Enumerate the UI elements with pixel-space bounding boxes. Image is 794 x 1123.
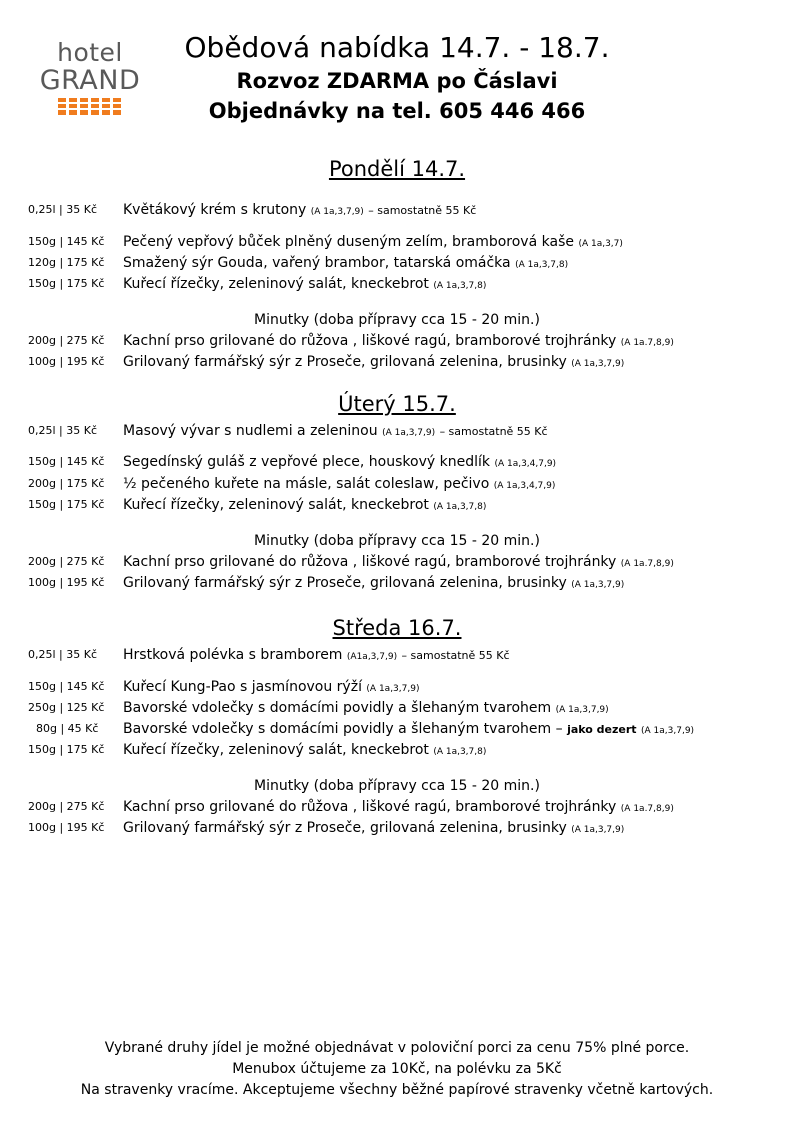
allergens: (A 1a,3,7,9): [310, 207, 364, 217]
day-heading: [0, 614, 794, 642]
day-title: Pondělí 14.7.: [328, 157, 466, 181]
item-dish: [123, 331, 674, 353]
item-dish: [123, 818, 624, 840]
item-dish: [123, 232, 623, 254]
item-name: Kachní prso grilované do růžova , liškové ragú, bramborové trojhránky: [123, 799, 617, 815]
soup-row: [0, 200, 794, 220]
logo-hotel-text: hotel: [57, 38, 123, 67]
soup-name: Květákový krém s krutony: [123, 202, 307, 218]
allergens: (A 1a,3,7,9): [571, 825, 625, 835]
menu-item: [0, 698, 794, 718]
item-name: Kuřecí řízečky, zeleninový salát, kneckebrot: [123, 497, 429, 513]
item-dish: [123, 740, 486, 762]
allergens: (A 1a,3,4,7,9): [494, 459, 557, 469]
allergens: (A1a,3,7,9): [346, 652, 398, 662]
item-price: 100g | 195 Kč: [28, 821, 105, 834]
item-price: 200g | 275 Kč: [28, 800, 105, 813]
menu-item: [0, 677, 794, 697]
allergens: (A 1a,3,7,8): [433, 747, 487, 757]
item-name: Kuřecí řízečky, zeleninový salát, kneckebrot: [123, 742, 429, 758]
item-price: 200g | 275 Kč: [28, 555, 105, 568]
menu-item: [0, 719, 794, 739]
footer-notes: [0, 1038, 794, 1101]
menu-item: [0, 474, 794, 494]
minutky-label: Minutky (doba přípravy cca 15 - 20 min.): [254, 312, 540, 328]
item-dish: [123, 474, 555, 496]
allergens: (A 1a,3,7,9): [571, 359, 625, 369]
day-title: Středa 16.7.: [332, 616, 462, 640]
day-heading: [0, 390, 794, 418]
menubox-note: Menubox účtujeme za 10Kč, na polévku za 5Kč: [232, 1061, 562, 1077]
allergens: (A 1a,3,7,9): [571, 580, 625, 590]
item-dish: [123, 677, 419, 699]
item-price: 200g | 175 Kč: [28, 477, 105, 490]
menu-item: [0, 740, 794, 760]
item-price: 100g | 195 Kč: [28, 576, 105, 589]
menu-item: [0, 253, 794, 273]
allergens: (A 1a,3,7,9): [641, 726, 695, 736]
soup-name: Masový vývar s nudlemi a zeleninou: [123, 423, 378, 439]
item-price: 150g | 175 Kč: [28, 277, 105, 290]
soup-price: 0,25l | 35 Kč: [28, 424, 98, 437]
order-phone: Objednávky na tel. 605 446 466: [208, 99, 586, 123]
item-price: 100g | 195 Kč: [28, 355, 105, 368]
soup-row: [0, 421, 794, 441]
item-dish: [123, 274, 486, 296]
item-name: Segedínský guláš z vepřové plece, houskový knedlík: [123, 454, 490, 470]
item-price: 120g | 175 Kč: [28, 256, 105, 269]
allergens: (A 1a,3,7,8): [515, 260, 569, 270]
soup-price: 0,25l | 35 Kč: [28, 648, 98, 661]
soup-dish: [123, 421, 548, 443]
allergens: (A 1a,3,7,9): [555, 705, 609, 715]
allergens: (A 1a,3,7,8): [433, 502, 487, 512]
menu-item: [0, 452, 794, 472]
item-name: ½ pečeného kuřete na másle, salát coleslaw, pečivo: [123, 476, 490, 492]
soup-standalone-price: – samostatně 55 Kč: [401, 649, 510, 662]
allergens: (A 1a,3,7,9): [382, 428, 436, 438]
item-dish: [123, 719, 694, 741]
half-portion-note: Vybrané druhy jídel je možné objednávat v poloviční porci za cenu 75% plné porce.: [104, 1040, 690, 1056]
item-dish: [123, 552, 674, 574]
soup-price: 0,25l | 35 Kč: [28, 203, 98, 216]
item-price: 80g | 45 Kč: [36, 722, 99, 735]
menu-item: [0, 352, 794, 372]
dessert-label: jako dezert: [567, 723, 637, 736]
item-name: Bavorské vdolečky s domácími povidly a šlehaným tvarohem: [123, 700, 552, 716]
menu-item: [0, 573, 794, 593]
item-price: 150g | 145 Kč: [28, 680, 105, 693]
item-dish: [123, 452, 556, 474]
item-name: Kuřecí řízečky, zeleninový salát, kneckebrot: [123, 276, 429, 292]
item-name: Kuřecí Kung-Pao s jasmínovou rýží: [123, 679, 362, 695]
item-dish: [123, 253, 568, 275]
menu-header: [0, 30, 794, 126]
allergens: (A 1a.7,8,9): [620, 804, 674, 814]
menu-item: [0, 797, 794, 817]
item-price: 250g | 125 Kč: [28, 701, 105, 714]
allergens: (A 1a.7,8,9): [620, 338, 674, 348]
allergens: (A 1a,3,4,7,9): [493, 481, 556, 491]
minutky-label: Minutky (doba přípravy cca 15 - 20 min.): [254, 533, 540, 549]
menu-item: [0, 232, 794, 252]
item-name: Pečený vepřový bůček plněný duseným zelím, bramborová kaše: [123, 234, 574, 250]
soup-row: [0, 645, 794, 665]
logo-grand-text: GRAND: [39, 65, 141, 96]
menu-item: [0, 274, 794, 294]
item-price: 150g | 145 Kč: [28, 235, 105, 248]
soup-dish: [123, 200, 476, 222]
soup-standalone-price: – samostatně 55 Kč: [368, 204, 477, 217]
item-price: 200g | 275 Kč: [28, 334, 105, 347]
item-dish: [123, 495, 486, 517]
allergens: (A 1a.7,8,9): [620, 559, 674, 569]
menu-item: [0, 331, 794, 351]
menu-item: [0, 818, 794, 838]
item-name: Grilovaný farmářský sýr z Proseče, grilovaná zelenina, brusinky: [123, 354, 567, 370]
item-price: 150g | 145 Kč: [28, 455, 105, 468]
menu-item: [0, 495, 794, 515]
menu-title: Obědová nabídka 14.7. - 18.7.: [184, 31, 610, 64]
item-dish: [123, 573, 624, 595]
allergens: (A 1a,3,7,8): [433, 281, 487, 291]
item-name: Grilovaný farmářský sýr z Proseče, grilovaná zelenina, brusinky: [123, 820, 567, 836]
item-name: Smažený sýr Gouda, vařený brambor, tatarská omáčka: [123, 255, 511, 271]
menu-item: [0, 552, 794, 572]
day-heading: [0, 155, 794, 183]
item-name: Kachní prso grilované do růžova , liškové ragú, bramborové trojhránky: [123, 554, 617, 570]
item-name: Grilovaný farmářský sýr z Proseče, grilovaná zelenina, brusinky: [123, 575, 567, 591]
item-name: Bavorské vdolečky s domácími povidly a šlehaným tvarohem –: [123, 721, 563, 737]
item-dish: [123, 797, 674, 819]
item-price: 150g | 175 Kč: [28, 498, 105, 511]
item-price: 150g | 175 Kč: [28, 743, 105, 756]
item-name: Kachní prso grilované do růžova , liškové ragú, bramborové trojhránky: [123, 333, 617, 349]
day-title: Úterý 15.7.: [338, 392, 456, 416]
soup-name: Hrstková polévka s bramborem: [123, 647, 343, 663]
item-dish: [123, 352, 624, 374]
soup-dish: [123, 645, 510, 667]
item-dish: [123, 698, 609, 720]
delivery-info: Rozvoz ZDARMA po Čáslavi: [236, 69, 558, 93]
soup-standalone-price: – samostatně 55 Kč: [439, 425, 548, 438]
meal-voucher-note: Na stravenky vracíme. Akceptujeme všechny běžné papírové stravenky včetně kartových.: [80, 1082, 714, 1098]
allergens: (A 1a,3,7,9): [366, 684, 420, 694]
allergens: (A 1a,3,7): [578, 239, 623, 249]
minutky-label: Minutky (doba přípravy cca 15 - 20 min.): [254, 778, 540, 794]
